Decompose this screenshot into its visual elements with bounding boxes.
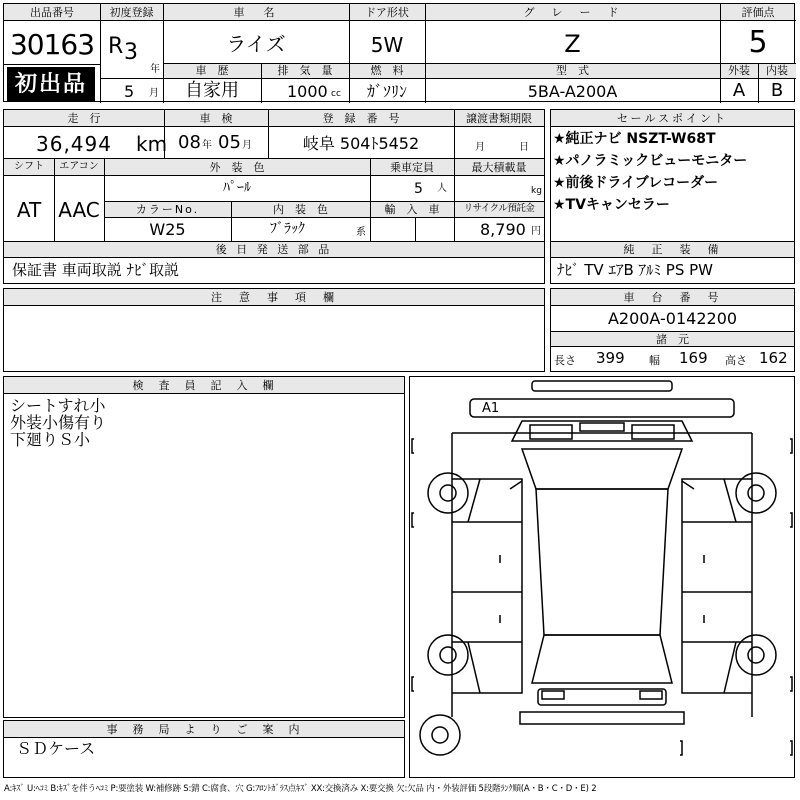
recycle-unit: 円 — [531, 226, 541, 237]
specs-height-value: 162 — [759, 349, 788, 367]
registration-era: R — [108, 34, 124, 59]
displacement-unit: cc — [331, 89, 341, 99]
registration-year: 3 — [124, 40, 138, 65]
transfer-deadline-month-unit: 月 — [475, 142, 485, 153]
sales-point-item: ★前後ドライブレコーダー — [553, 175, 719, 191]
genuine-equipment-value: ﾅﾋﾞ TV ｴｱB ｱﾙﾐ PS PW — [557, 261, 713, 279]
plate-value: 岐阜 504ﾄ5452 — [302, 134, 420, 153]
exterior-color-value: ﾊﾟｰﾙ — [223, 180, 251, 196]
sales-point-item: ★TVキャンセラー — [553, 197, 670, 213]
office-label: 事 務 局 よ り ご 案 内 — [106, 723, 302, 736]
specs-width-label: 幅 — [649, 354, 660, 367]
car-diagram — [410, 377, 794, 777]
inspector-notes: シートすれ小 外装小傷有り 下廻りＳ小 — [10, 396, 107, 449]
chassis-value: A200A-0142200 — [607, 309, 738, 328]
lot-number: 30163 — [9, 28, 95, 61]
doors-value: 5W — [370, 33, 404, 57]
registration-year-unit: 年 — [150, 64, 160, 75]
score-value: 5 — [748, 25, 768, 60]
registration-month-unit: 月 — [149, 88, 159, 99]
fuel-value: ｶﾞｿﾘﾝ — [366, 82, 407, 101]
color-no-value: W25 — [149, 220, 186, 239]
interior-grade-value: B — [770, 80, 784, 101]
specs-label: 諸 元 — [656, 333, 689, 346]
specs-length-value: 399 — [596, 349, 625, 367]
later-parts-label: 後 日 発 送 部 品 — [215, 243, 333, 256]
inspector-label: 検 査 員 記 入 欄 — [132, 379, 276, 392]
transfer-deadline-day-unit: 日 — [519, 142, 529, 153]
sales-point-item: ★純正ナビ NSZT-W68T — [553, 131, 716, 147]
inspector-panel — [3, 376, 405, 718]
inspection-year: 08 — [178, 132, 201, 153]
model-label: 型 式 — [556, 64, 589, 77]
inspection-label: 車 検 — [199, 112, 233, 125]
exterior-grade-label: 外装 — [728, 64, 750, 77]
exterior-color-label: 外 装 色 — [209, 161, 265, 174]
recycle-value: 8,790 — [480, 220, 526, 239]
shift-label: シフト — [14, 161, 44, 172]
office-value: ＳＤケース — [16, 739, 96, 758]
import-label: 輸 入 車 — [384, 203, 440, 216]
cautions-panel — [3, 288, 545, 372]
registration-label: 初度登録 — [109, 6, 154, 19]
displacement-label: 排 気 量 — [277, 64, 333, 77]
fuel-label: 燃 料 — [370, 64, 404, 77]
capacity-value: 5 — [414, 181, 423, 197]
aircon-value: AAC — [58, 198, 100, 222]
sales-points-label: セールスポイント — [616, 112, 728, 125]
doors-label: ドア形状 — [365, 6, 409, 19]
car-name-value: ライズ — [226, 32, 286, 56]
grade-label: グ レ ー ド — [523, 6, 622, 19]
registration-month: 5 — [124, 82, 135, 101]
mileage-unit: km — [136, 132, 168, 156]
specs-width-value: 169 — [679, 349, 708, 367]
sales-point-item: ★パノラミックビューモニター — [553, 153, 748, 169]
diagram-mark-a1: A1 — [482, 401, 500, 416]
specs-length-label: 長さ — [554, 354, 576, 367]
capacity-label: 乗車定員 — [390, 161, 434, 174]
max-load-label: 最大積載量 — [471, 161, 527, 174]
shift-value: AT — [16, 198, 42, 222]
later-parts-value: 保証書 車両取説 ﾅﾋﾞ取説 — [12, 261, 180, 279]
recycle-label: リサイクル預託金 — [463, 203, 535, 214]
office-panel — [3, 720, 405, 778]
displacement-value: 1000 — [287, 82, 328, 101]
mileage-label: 走 行 — [67, 112, 101, 125]
car-diagram-panel — [409, 376, 795, 778]
aircon-label: エアコン — [59, 161, 99, 172]
transfer-deadline-label: 譲渡書類期限 — [466, 112, 532, 125]
interior-color-label: 内 装 色 — [273, 203, 328, 216]
inspection-month-unit: 月 — [242, 140, 252, 151]
car-name-label: 車 名 — [233, 6, 279, 19]
max-load-unit: kg — [531, 186, 542, 196]
sales-points-panel — [550, 109, 795, 284]
cautions-label: 注 意 事 項 欄 — [211, 291, 337, 304]
vehicle-details-panel — [3, 109, 545, 284]
exterior-grade-value: A — [732, 80, 746, 101]
first-listing-badge: 初出品 — [7, 67, 95, 101]
interior-color-suffix: 系 — [356, 227, 366, 238]
inspection-month: 05 — [218, 132, 241, 153]
grade-value: Z — [564, 30, 581, 58]
interior-color-value: ﾌﾞﾗｯｸ — [270, 221, 305, 237]
interior-grade-label: 内装 — [766, 64, 788, 77]
specs-height-label: 高さ — [725, 354, 747, 367]
inspection-year-unit: 年 — [202, 140, 212, 151]
capacity-unit: 人 — [437, 183, 447, 194]
color-no-label: カラーNo. — [135, 203, 200, 216]
genuine-equipment-label: 純 正 装 備 — [623, 243, 722, 256]
top-info-panel — [3, 3, 795, 102]
model-value: 5BA-A200A — [527, 82, 618, 101]
history-label: 車 歴 — [195, 64, 229, 77]
history-value: 自家用 — [185, 80, 239, 101]
legend-text: A:ｷｽﾞ U:ﾍｺﾐ B:ｷｽﾞを伴うﾍｺﾐ P:要塗装 W:補修跡 S:錆 C:腐食、穴 G:ﾌﾛﾝﾄｶﾞﾗｽ点ｷｽﾞ XX:交換済み X:要交換 欠:欠品 内・外装評価 5段階ﾗﾝｸ順(A・B・C・D・E) 2 — [4, 784, 597, 794]
lot-label: 出品番号 — [30, 6, 74, 19]
chassis-panel — [550, 288, 795, 372]
mileage-value: 36,494 — [36, 132, 112, 156]
plate-label: 登 録 番 号 — [322, 112, 400, 125]
score-label: 評価点 — [741, 6, 775, 19]
chassis-label: 車 台 番 号 — [623, 291, 722, 304]
